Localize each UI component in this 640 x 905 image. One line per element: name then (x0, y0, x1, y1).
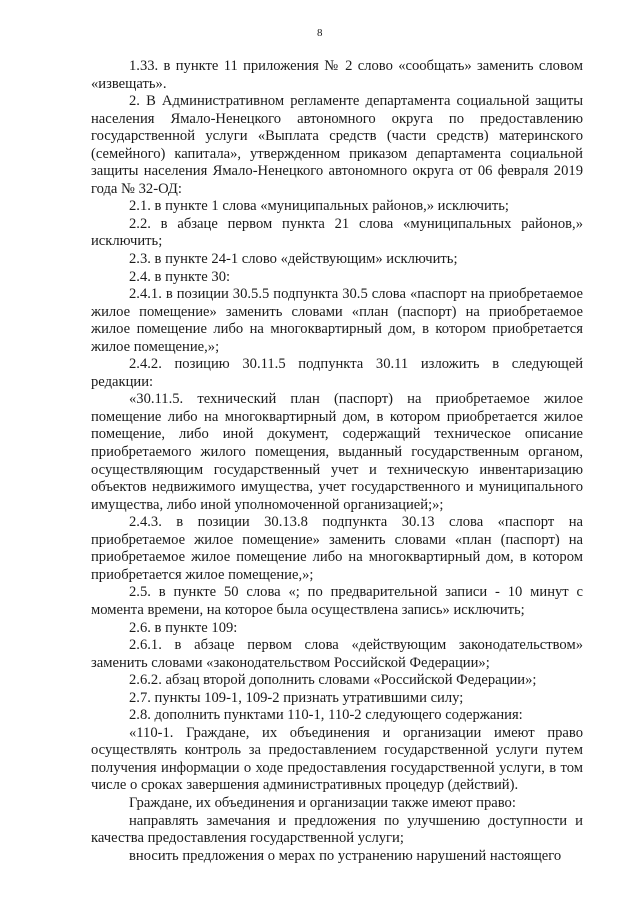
paragraph-2-6: 2.6. в пункте 109: (129, 619, 238, 636)
paragraph-1-33: 1.33. в пункте 11 приложения № 2 слово «сообщать» заменить словом «извещать». (91, 58, 583, 92)
page-number: 8 (317, 27, 323, 39)
paragraph-30-11-5-quote: «30.11.5. технический план (паспорт) на приобретаемое жилое помещение либо на многоквартирный дом, в котором приобретается жилое помещение, либо иной документ, содержащий техническое описание приобретаемого жилого помещения, выданный государственным органом, осуществляющим государственный учет и техническую инвентаризацию объектов недвижимого имущества, учет государственного и муниципального имущества, либо иной уполномоченной организацией;»; (91, 391, 583, 513)
paragraph-2-3: 2.3. в пункте 24-1 слово «действующим» исключить; (129, 251, 458, 268)
paragraph-rights-item-2: вносить предложения о мерах по устранению нарушений настоящего (129, 847, 562, 864)
paragraph-2-4: 2.4. в пункте 30: (129, 268, 231, 285)
paragraph-2-4-2: 2.4.2. позицию 30.11.5 подпункта 30.11 изложить в следующей редакции: (91, 356, 583, 390)
paragraph-2-6-2: 2.6.2. абзац второй дополнить словами «Российской Федерации»; (129, 672, 537, 689)
paragraph-2-4-1: 2.4.1. в позиции 30.5.5 подпункта 30.5 слова «паспорт на приобретаемое жилое помещение» заменить словами «план (паспорт) на приобретаемое жилое помещение либо на многоквартирный дом, в котором приобретается жилое помещение,»; (91, 286, 583, 355)
paragraph-2-8: 2.8. дополнить пунктами 110-1, 110-2 следующего содержания: (129, 707, 523, 724)
paragraph-2-7: 2.7. пункты 109-1, 109-2 признать утратившими силу; (129, 689, 464, 706)
paragraph-2-2: 2.2. в абзаце первом пункта 21 слова «муниципальных районов,» исключить; (91, 215, 583, 250)
paragraph-2-4-3: 2.4.3. в позиции 30.13.8 подпункта 30.13 слова «паспорт на приобретаемое жилое помещение» заменить словами «план (паспорт) на приобретаемое жилое помещение либо на многоквартирный дом, в котором приобретается жилое помещение,»; (91, 514, 583, 583)
paragraph-110-1-quote: «110-1. Граждане, их объединения и организации имеют право осуществлять контроль за предоставлением государственной услуги путем получения информации о ходе предоставления государственной услуги, в том числе о сроках завершения административных процедур (действий). (91, 724, 583, 794)
paragraph-2-1: 2.1. в пункте 1 слова «муниципальных районов,» исключить; (129, 198, 509, 215)
paragraph-rights-item-1: направлять замечания и предложения по улучшению доступности и качества предоставления государственной услуги; (91, 812, 583, 847)
paragraph-2-5: 2.5. в пункте 50 слова «; по предварительной записи - 10 минут с момента времени, на которое была осуществлена запись» исключить; (91, 584, 583, 618)
paragraph-2-intro: 2. В Административном регламенте департамента социальной защиты населения Ямало-Ненецкого автономного округа по предоставлению государственной услуги «Выплата средств (части средств) материнского (семейного) капитала», утвержденном приказом департамента социальной защиты населения Ямало-Ненецкого автономного округа от 06 февраля 2019 года № 32-ОД: (91, 93, 583, 197)
document-body (91, 58, 583, 865)
paragraph-rights: Граждане, их объединения и организации также имеют право: (129, 794, 516, 811)
paragraph-2-6-1: 2.6.1. в абзаце первом слова «действующим законодательством» заменить словами «законодательством Российской Федерации»; (91, 637, 583, 671)
